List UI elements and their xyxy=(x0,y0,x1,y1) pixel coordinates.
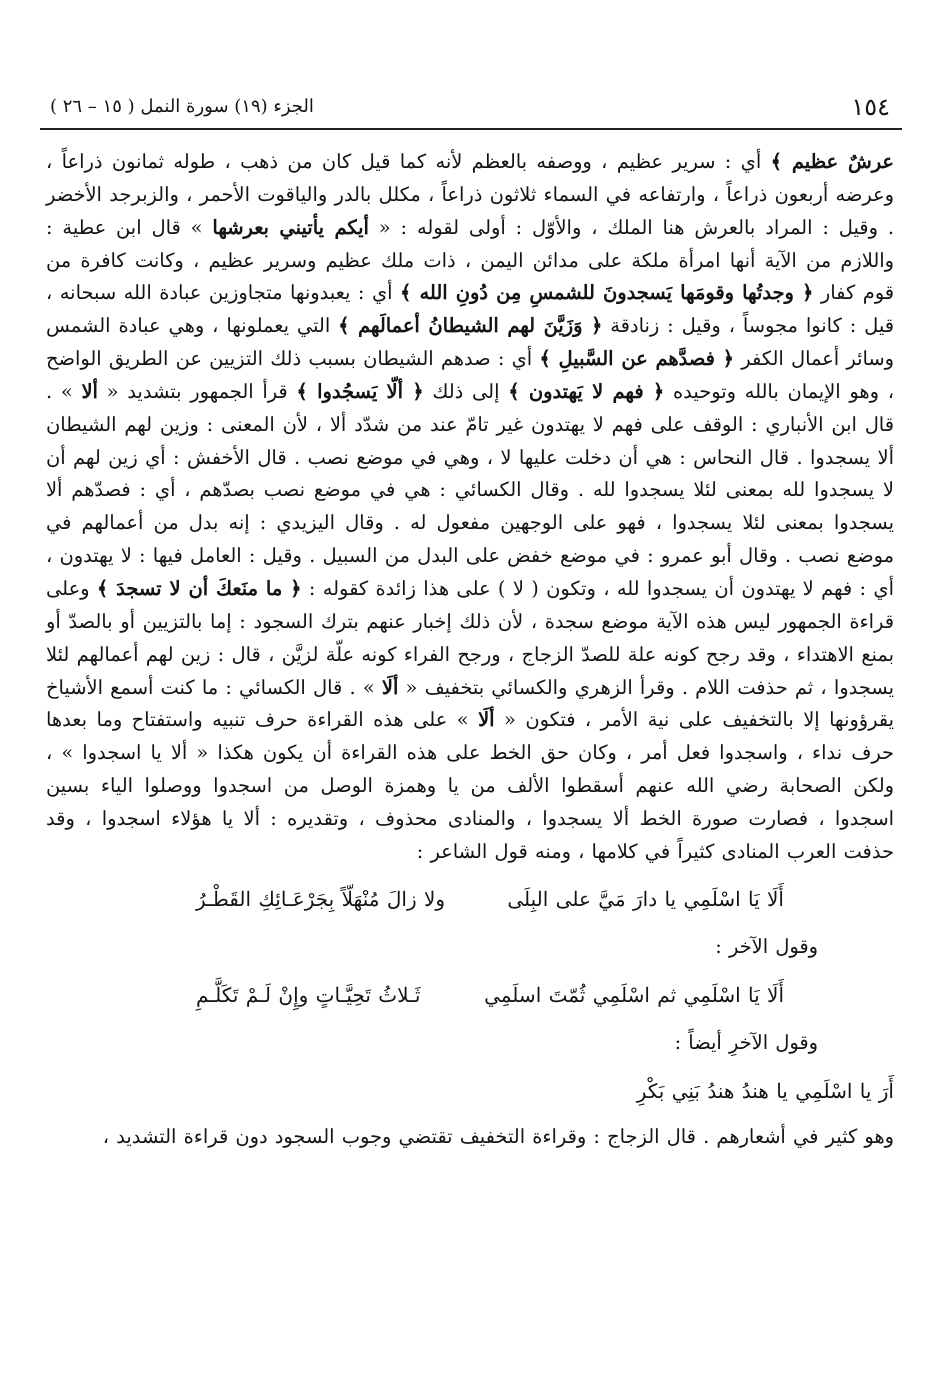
quran-quote: ﴿ فهم لا يَهتدون ﴾ xyxy=(508,379,665,403)
running-head xyxy=(46,92,894,126)
commentary-text: وعلى قراءة الجمهور ليس هذه الآية موضع سجدة ، لأن ذلك إخبار عنهم بترك السجود : إما بالتزيين أو بالصدّ أو بمنع الاهتداء ، وقد رجح كونه علة للصدّ الزجاج ، ورجح الفراء كونه علّة لزيَّن ، قال : زين لهم أعمالهم لئلا يسجدوا ، ثم حذفت اللام . وقرأ الزهري والكسائي بتخفيف « xyxy=(46,576,894,699)
verse-second-hemistich: ولا زالَ مُنْهَلّاً بِجَرْعَـائِكِ القَطْـرُ xyxy=(196,886,446,911)
closing-paragraph: وهو كثير في أشعارهم . قال الزجاج : وقراءة التخفيف تقتضي وجوب السجود دون قراءة التشديد ، xyxy=(102,1124,894,1148)
commentary-paragraph xyxy=(46,146,894,869)
commentary-text: قرأ الجمهور بتشديد « xyxy=(97,379,297,403)
quran-quote: ألَا xyxy=(478,708,495,732)
header-divider xyxy=(40,128,902,130)
commentary-text: إلى ذلك xyxy=(423,379,509,403)
commentary-text: » قال ابن عطية : واللازم من الآية أنها امرأة ملكة على مدائن اليمن ، ذات ملك عظيم وسرير عظيم ، وكانت كافرة من قوم كفار xyxy=(46,215,894,305)
quran-quote: ﴿ وجدتُها وقومَها يَسجدونَ للشمسِ مِن دُونِ الله ﴾ xyxy=(400,281,814,305)
verse-first-hemistich: أَلَا يَا اسْلَمِي ثم اسْلَمِي ثُمّتَ اسلَمِي xyxy=(484,982,784,1007)
commentary-text: أي : صدهم الشيطان بسبب ذلك التزيين عن الطريق الواضح ، وهو الإيمان بالله وتوحيده xyxy=(46,347,894,403)
page-number: ١٥٤ xyxy=(851,93,890,121)
quran-quote: عرشٌ عظيم ﴾ xyxy=(770,150,894,173)
commentary-text: » . قال الكسائي : ما كنت أسمع الأشياخ يقرؤونها إلا بالتخفيف على نية الأمر ، فتكون « xyxy=(46,675,894,732)
book-page xyxy=(20,0,920,1373)
poem-verse-2 xyxy=(46,965,894,1025)
poem-verse-3: أَرَ يا اسْلَمِي يا هندُ هندُ بَنِي بَكْرِ xyxy=(636,1078,894,1103)
commentary-text: التي يعملونها ، وهي عبادة الشمس وسائر أعمال الكفر xyxy=(46,314,894,371)
quran-quote: ألا xyxy=(81,379,98,403)
quran-quote: ﴿ ما منَعكَ أن لا تسجدَ ﴾ xyxy=(96,576,302,600)
verse-first-hemistich: أَلَا يَا اسْلَمِي يا دارَ مَيَّ على البِلَى xyxy=(507,886,784,911)
quran-quote: ﴿ فصدَّهم عن السَّبيلِ ﴾ xyxy=(539,347,735,371)
poet-intro: وقول الآخر : xyxy=(715,934,818,958)
commentary-text: » . قال ابن الأنباري : الوقف على فهم لا يهتدون غير تامّ عند من شدّد ألا ، لأن المعنى : وزين لهم الشيطان ألا يسجدوا . قال النحاس : هي أن دخلت عليها لا ، وهي في موضع نصب . قال الأخفش : أي زين لهم أن لا يسجدوا لله بمعنى لئلا يسجدوا لله . وقال الكسائي : هي في موضع نصب بصدّهم ، أي : فصدّهم ألا يسجدوا بمعنى لئلا يسجدوا ، فهو على الوجهين مفعول له . وقال اليزيدي : إنه بدل من أعمالهم في موضع نصب . وقال أبو عمرو : في موضع خفض على البدل من السبيل . وقيل : العامل فيها : لا يهتدون ، أي : فهم لا يهتدون أن يسجدوا لله ، وتكون ( لا ) على هذا زائدة كقوله : xyxy=(46,379,894,600)
quran-quote: ﴿ وَزَيَّنَ لهم الشيطانُ أعمالَهم ﴾ xyxy=(338,314,603,338)
chapter-heading: الجزء (١٩) سورة النمل ( ١٥ – ٢٦ ) xyxy=(50,96,314,117)
poem-verse-1 xyxy=(46,869,894,929)
main-text xyxy=(46,146,894,1153)
commentary-text: أي : سرير عظيم ، ووصفه بالعظم لأنه كما قيل كان من ذهب ، طوله ثمانون ذراعاً ، وعرضه أربعون ذراعاً ، وارتفاعه في السماء ثلاثون ذراعاً ، مكلل بالدر والياقوت الأحمر ، والزبرجد الأخضر . وقيل : المراد بالعرش هنا الملك ، والأوّل : أولى لقوله : « xyxy=(46,150,895,239)
quran-quote: أيكم يأتيني بعرشها xyxy=(212,215,369,239)
poet-intro: وقول الآخرِ أيضاً : xyxy=(674,1030,818,1054)
quran-quote: ﴿ ألّا يَسجُدوا ﴾ xyxy=(296,379,424,403)
commentary-text: » على هذه القراءة حرف تنبيه واستفتاح وما بعدها حرف نداء ، واسجدوا فعل أمر ، وكان حق الخط على هذه القراءة أن يكون هكذا « ألا يا اسجدوا » ، ولكن الصحابة رضي الله عنهم أسقطوا الألف من يا وهمزة الوصل من اسجدوا ووصلوا الياء بسين اسجدوا ، فصارت صورة الخط ألا يسجدوا ، والمنادى محذوف ، وتقديره : ألا يا هؤلاء اسجدوا ، وقد حذفت العرب المنادى كثيراً في كلامها ، ومنه قول الشاعر : xyxy=(46,708,894,863)
verse-second-hemistich: ثَـلاثُ تَحِيَّـاتٍ وإِنْ لَـمْ تَكَلَّـمِ xyxy=(196,982,421,1007)
commentary-text: أي : يعبدونها متجاوزين عبادة الله سبحانه ، قيل : كانوا مجوساً ، وقيل : زنادقة xyxy=(46,281,894,338)
quran-quote: ألَا xyxy=(381,675,399,699)
